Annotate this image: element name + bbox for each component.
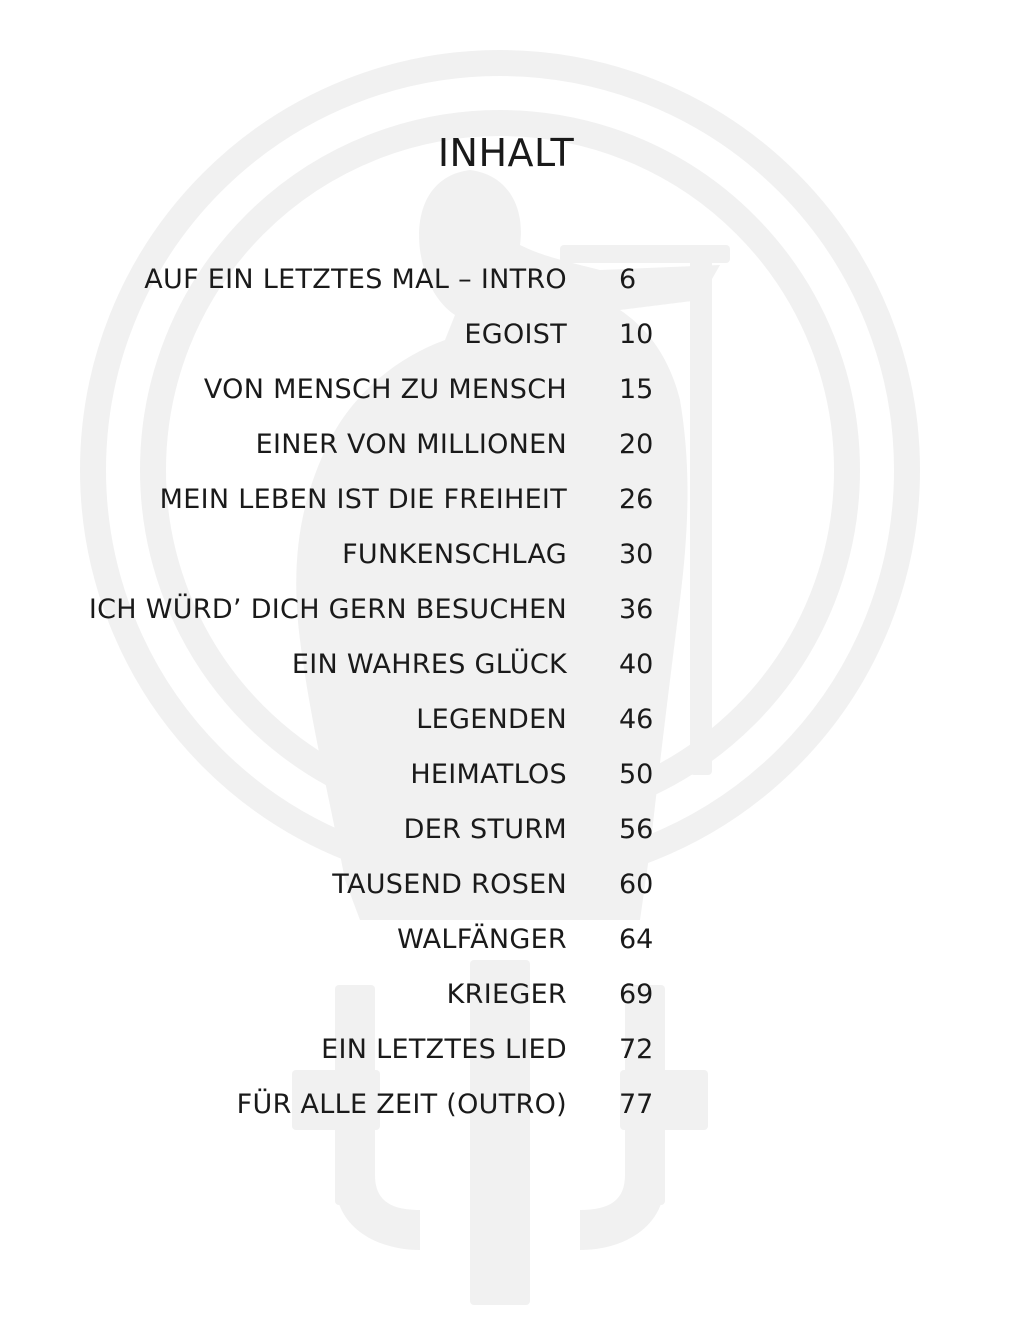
toc-entry-page-number: 77 [619,1089,654,1120]
toc-entry-title: VON MENSCH ZU MENSCH [203,374,567,405]
toc-entry [0,307,1012,362]
page-title: INHALT [437,131,575,175]
toc-entry-title: ICH WÜRD’ DICH GERN BESUCHEN [88,594,567,625]
toc-entry-title: EINER VON MILLIONEN [255,429,567,460]
toc-entry-page-number: 46 [619,704,654,735]
toc-entry-page-number: 60 [619,869,654,900]
toc-entry-title: FÜR ALLE ZEIT (OUTRO) [236,1089,567,1120]
toc-entry [0,967,1012,1022]
toc-entry-page-number: 69 [619,979,654,1010]
toc-entry [0,1022,1012,1077]
toc-entry [0,912,1012,967]
toc-entry-title: AUF EIN LETZTES MAL – INTRO [144,264,567,295]
toc-entry-page-number: 72 [619,1034,654,1065]
toc-entry [0,692,1012,747]
toc-entry-title: TAUSEND ROSEN [332,869,567,900]
toc-entry-page-number: 56 [619,814,654,845]
toc-entry [0,252,1012,307]
toc-entry-title: FUNKENSCHLAG [342,539,567,570]
toc-entry-page-number: 15 [619,374,654,405]
toc-entry [0,747,1012,802]
toc-entry [0,417,1012,472]
toc-entry-title: EIN WAHRES GLÜCK [291,649,567,680]
toc-entry [0,802,1012,857]
toc-entry [0,637,1012,692]
toc-entry-page-number: 50 [619,759,654,790]
toc-entry-title: KRIEGER [446,979,567,1010]
toc-entry-page-number: 64 [619,924,654,955]
toc-entry-page-number: 40 [619,649,654,680]
toc-entry-title: WALFÄNGER [397,924,567,955]
toc-entry [0,472,1012,527]
toc-entry [0,857,1012,912]
toc-entry-page-number: 36 [619,594,654,625]
toc-entry [0,527,1012,582]
toc-entry [0,362,1012,417]
toc-entry [0,1077,1012,1132]
toc-entry-title: MEIN LEBEN IST DIE FREIHEIT [159,484,567,515]
toc-entry-title: EGOIST [464,319,567,350]
toc-entry-title: EIN LETZTES LIED [321,1034,567,1065]
toc-entry-page-number: 30 [619,539,654,570]
toc-entry [0,582,1012,637]
toc-entry-page-number: 20 [619,429,654,460]
toc-entry-title: HEIMATLOS [410,759,567,790]
toc-entry-page-number: 26 [619,484,654,515]
toc-entry-title: DER STURM [403,814,567,845]
table-of-contents [0,252,1012,1132]
toc-entry-page-number: 6 [619,264,637,295]
toc-entry-page-number: 10 [619,319,654,350]
toc-entry-title: LEGENDEN [416,704,567,735]
